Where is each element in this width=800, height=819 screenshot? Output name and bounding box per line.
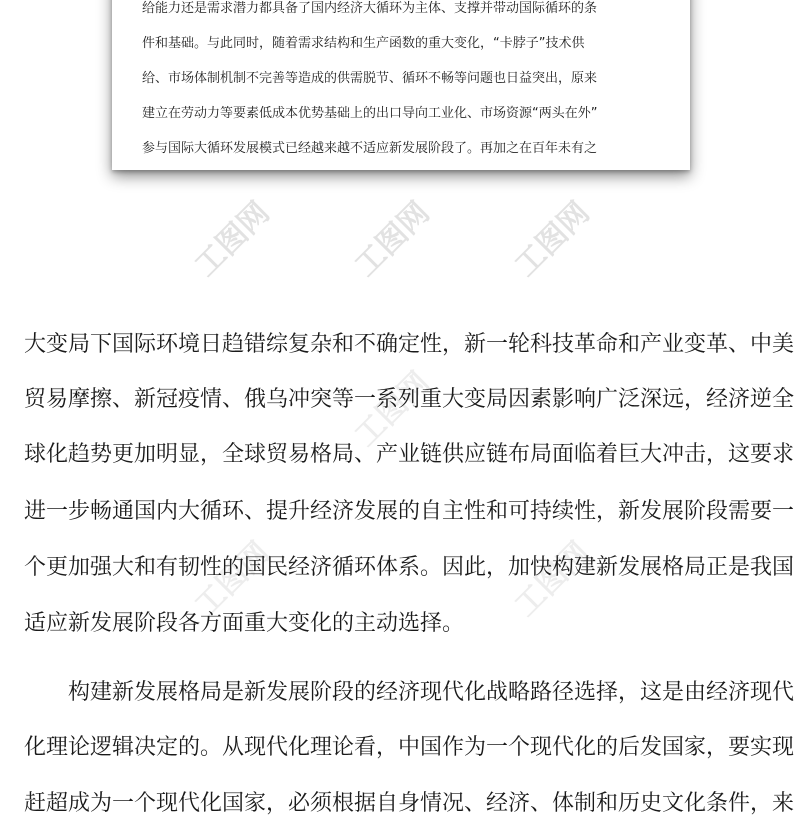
preview-line: 建立在劳动力等要素低成本优势基础上的出口导向工业化、市场资源“两头在外”	[142, 106, 598, 121]
watermark-text: 工图网	[508, 535, 597, 624]
document-preview-card	[112, 0, 690, 170]
paragraph-line: 个更加强大和有韧性的国民经济循环体系。因此，加快构建新发展格局正是我国	[24, 555, 795, 580]
watermark-text: 工图网	[188, 535, 277, 624]
watermark-text: 工图网	[348, 195, 437, 284]
watermark-text: 工图网	[188, 195, 277, 284]
paragraph-line: 贸易摩擦、新冠疫情、俄乌冲突等一系列重大变局因素影响广泛深远，经济逆全	[24, 387, 795, 412]
preview-line: 给、市场体制机制不完善等造成的供需脱节、循环不畅等问题也日益突出，原来	[142, 71, 598, 86]
paragraph-line: 进一步畅通国内大循环、提升经济发展的自主性和可持续性，新发展阶段需要一	[24, 499, 795, 524]
preview-line: 给能力还是需求潜力都具备了国内经济大循环为主体、支撑并带动国际循环的条	[142, 1, 598, 16]
watermark-text: 工图网	[508, 195, 597, 284]
paragraph-line: 构建新发展格局是新发展阶段的经济现代化战略路径选择，这是由经济现代	[68, 680, 795, 705]
preview-line: 件和基础。与此同时，随着需求结构和生产函数的重大变化，“卡脖子”技术供	[142, 36, 585, 51]
paragraph-line: 大变局下国际环境日趋错综复杂和不确定性，新一轮科技革命和产业变革、中美	[24, 332, 795, 357]
watermark-text: 工图网	[348, 365, 437, 454]
preview-line: 参与国际大循环发展模式已经越来越不适应新发展阶段了。再加之在百年未有之	[142, 141, 598, 156]
paragraph-line: 赶超成为一个现代化国家，必须根据自身情况、经济、体制和历史文化条件，来	[24, 791, 795, 816]
paragraph-line: 适应新发展阶段各方面重大变化的主动选择。	[24, 611, 465, 636]
paragraph-line: 化理论逻辑决定的。从现代化理论看，中国作为一个现代化的后发国家，要实现	[24, 735, 795, 760]
paragraph-line: 球化趋势更加明显，全球贸易格局、产业链供应链布局面临着巨大冲击，这要求	[24, 442, 795, 467]
